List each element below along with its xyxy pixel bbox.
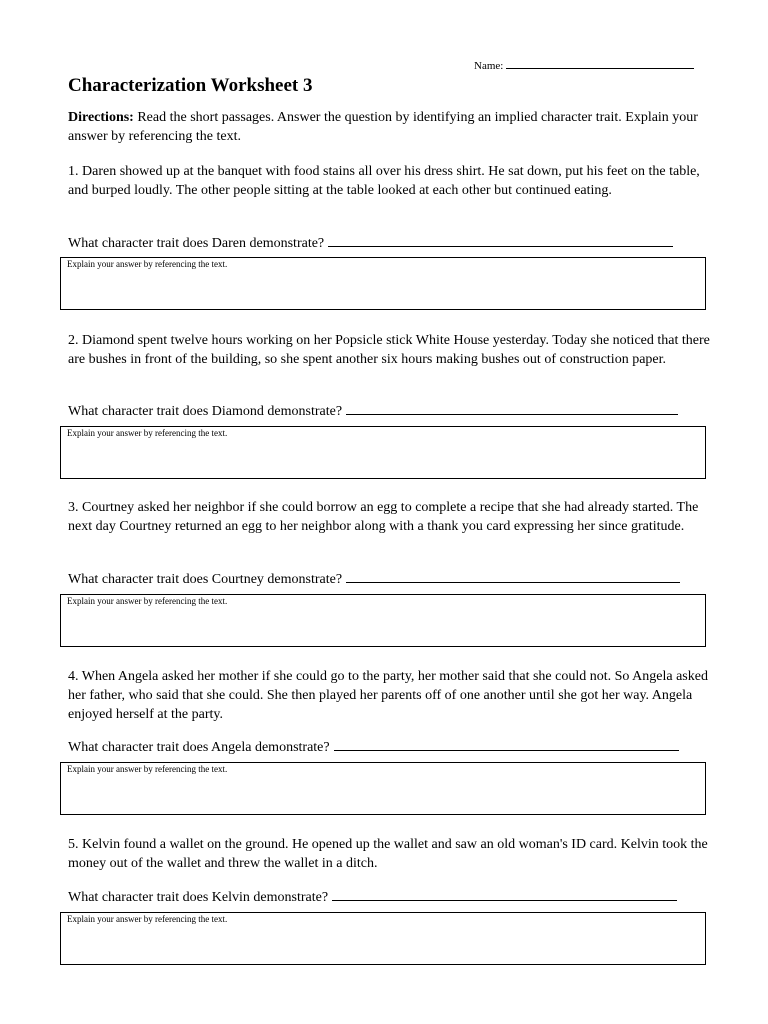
question-4	[67, 667, 713, 774]
question-1-prompt: What character trait does Daren demonstrate?	[68, 236, 325, 251]
question-4-prompt: What character trait does Angela demonstrate?	[68, 740, 330, 755]
question-2-prompt: What character trait does Diamond demonstrate?	[68, 404, 343, 419]
question-3	[67, 498, 713, 606]
name-blank-line[interactable]	[506, 57, 694, 69]
question-1-answer-box[interactable]	[60, 257, 706, 310]
name-field	[474, 57, 702, 72]
directions-label: Directions:	[68, 110, 134, 125]
question-2	[67, 331, 713, 438]
directions-text: Read the short passages. Answer the question by identifying an implied character trait. Explain your answer by referencing the text.	[68, 110, 698, 144]
question-2-answer-line[interactable]	[346, 402, 678, 415]
question-3-answer-box[interactable]	[60, 594, 706, 647]
question-5-answer-box[interactable]	[60, 912, 706, 965]
question-1-answer-hint: Explain your answer by referencing the text.	[67, 259, 228, 269]
question-3-answer-line[interactable]	[346, 570, 680, 583]
question-2-prompt-row	[68, 402, 678, 420]
question-3-passage: 3. Courtney asked her neighbor if she could borrow an egg to complete a recipe that she had already started. The next day Courtney returned an egg to her neighbor along with a thank you card expressing her since gratitude.	[68, 500, 699, 534]
question-2-passage: 2. Diamond spent twelve hours working on her Popsicle stick White House yesterday. Today she noticed that there are bushes in front of the building, so she spent another six hours making bushes out of construction paper.	[68, 333, 710, 367]
question-2-answer-box[interactable]	[60, 426, 706, 479]
question-1-prompt-row	[68, 234, 673, 252]
question-5-prompt: What character trait does Kelvin demonstrate?	[68, 890, 329, 905]
question-5-prompt-row	[68, 888, 677, 906]
question-1-answer-line[interactable]	[328, 234, 673, 247]
question-4-passage: 4. When Angela asked her mother if she could go to the party, her mother said that she could not. So Angela asked her father, who said that she could. She then played her parents off of one another until she got her way. Angela enjoyed herself at the party.	[68, 669, 708, 722]
question-2-answer-hint: Explain your answer by referencing the text.	[67, 428, 228, 438]
question-4-answer-box[interactable]	[60, 762, 706, 815]
name-label: Name:	[474, 60, 504, 72]
question-1	[67, 162, 713, 269]
question-4-answer-hint: Explain your answer by referencing the text.	[67, 764, 228, 774]
question-3-prompt-row	[68, 570, 680, 588]
question-4-prompt-row	[68, 738, 679, 756]
question-3-prompt: What character trait does Courtney demonstrate?	[68, 572, 343, 587]
page-title: Characterization Worksheet 3	[68, 75, 313, 96]
question-1-passage: 1. Daren showed up at the banquet with food stains all over his dress shirt. He sat down, put his feet on the table, and burped loudly. The other people sitting at the table looked at each other but continued eating.	[68, 164, 700, 198]
directions	[68, 108, 708, 146]
question-5-answer-line[interactable]	[332, 888, 677, 901]
question-5-answer-hint: Explain your answer by referencing the text.	[67, 914, 228, 924]
question-5	[67, 835, 713, 924]
question-4-answer-line[interactable]	[334, 738, 679, 751]
question-3-answer-hint: Explain your answer by referencing the text.	[67, 596, 228, 606]
question-5-passage: 5. Kelvin found a wallet on the ground. He opened up the wallet and saw an old woman's ID card. Kelvin took the money out of the wallet and threw the wallet in a ditch.	[68, 837, 708, 871]
